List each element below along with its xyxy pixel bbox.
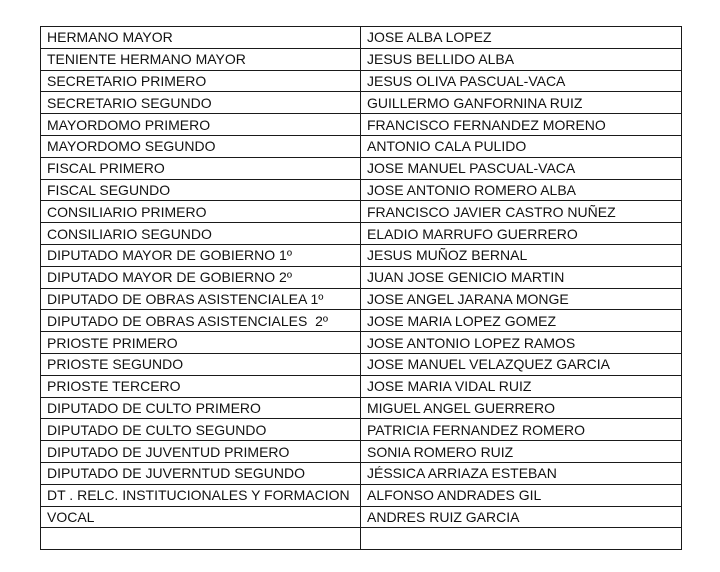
name-cell: ANDRES RUIZ GARCIA <box>361 506 682 528</box>
name-cell: JOSE ANGEL JARANA MONGE <box>361 288 682 310</box>
table-row <box>41 506 682 528</box>
role-cell: DT . RELC. INSTITUCIONALES Y FORMACION <box>41 484 361 506</box>
name-cell: JOSE MANUEL PASCUAL-VACA <box>361 157 682 179</box>
table-row <box>41 114 682 136</box>
table-row <box>41 310 682 332</box>
role-cell: SECRETARIO PRIMERO <box>41 70 361 92</box>
name-cell: JUAN JOSE GENICIO MARTIN <box>361 266 682 288</box>
role-cell: SECRETARIO SEGUNDO <box>41 92 361 114</box>
name-cell: ALFONSO ANDRADES GIL <box>361 484 682 506</box>
table-row <box>41 484 682 506</box>
name-cell: MIGUEL ANGEL GUERRERO <box>361 397 682 419</box>
role-cell: PRIOSTE TERCERO <box>41 375 361 397</box>
table-row <box>41 223 682 245</box>
role-cell: MAYORDOMO SEGUNDO <box>41 135 361 157</box>
table-row <box>41 266 682 288</box>
table-row <box>41 462 682 484</box>
role-cell: DIPUTADO MAYOR DE GOBIERNO 2º <box>41 266 361 288</box>
role-cell: DIPUTADO DE CULTO SEGUNDO <box>41 419 361 441</box>
table-row <box>41 70 682 92</box>
table-row <box>41 528 682 550</box>
name-cell: JESUS MUÑOZ BERNAL <box>361 244 682 266</box>
name-cell: SONIA ROMERO RUIZ <box>361 441 682 463</box>
table-row <box>41 419 682 441</box>
role-cell: MAYORDOMO PRIMERO <box>41 114 361 136</box>
name-cell: JOSE ANTONIO ROMERO ALBA <box>361 179 682 201</box>
name-cell: PATRICIA FERNANDEZ ROMERO <box>361 419 682 441</box>
name-cell: ANTONIO CALA PULIDO <box>361 135 682 157</box>
table-row <box>41 201 682 223</box>
table-row <box>41 332 682 354</box>
role-cell: FISCAL PRIMERO <box>41 157 361 179</box>
name-cell: JESUS OLIVA PASCUAL-VACA <box>361 70 682 92</box>
name-cell: JOSE ALBA LOPEZ <box>361 27 682 49</box>
role-cell: TENIENTE HERMANO MAYOR <box>41 48 361 70</box>
table-row <box>41 48 682 70</box>
table-row <box>41 288 682 310</box>
role-cell: DIPUTADO DE CULTO PRIMERO <box>41 397 361 419</box>
name-cell: JÉSSICA ARRIAZA ESTEBAN <box>361 462 682 484</box>
table-row <box>41 441 682 463</box>
name-cell: JOSE MARIA LOPEZ GOMEZ <box>361 310 682 332</box>
table-row <box>41 92 682 114</box>
role-cell: HERMANO MAYOR <box>41 27 361 49</box>
role-cell: CONSILIARIO PRIMERO <box>41 201 361 223</box>
role-cell: VOCAL <box>41 506 361 528</box>
table-row <box>41 179 682 201</box>
board-members-table <box>40 26 682 550</box>
name-cell: JOSE ANTONIO LOPEZ RAMOS <box>361 332 682 354</box>
name-cell: ELADIO MARRUFO GUERRERO <box>361 223 682 245</box>
table-row <box>41 27 682 49</box>
name-cell <box>361 528 682 550</box>
role-cell: DIPUTADO DE OBRAS ASISTENCIALES 2º <box>41 310 361 332</box>
role-cell: PRIOSTE PRIMERO <box>41 332 361 354</box>
table-row <box>41 397 682 419</box>
table-row <box>41 353 682 375</box>
name-cell: JOSE MANUEL VELAZQUEZ GARCIA <box>361 353 682 375</box>
name-cell: JOSE MARIA VIDAL RUIZ <box>361 375 682 397</box>
table-row <box>41 135 682 157</box>
role-cell: DIPUTADO DE JUVERNTUD SEGUNDO <box>41 462 361 484</box>
role-cell: PRIOSTE SEGUNDO <box>41 353 361 375</box>
name-cell: FRANCISCO JAVIER CASTRO NUÑEZ <box>361 201 682 223</box>
role-cell: DIPUTADO DE JUVENTUD PRIMERO <box>41 441 361 463</box>
role-cell <box>41 528 361 550</box>
role-cell: DIPUTADO MAYOR DE GOBIERNO 1º <box>41 244 361 266</box>
role-cell: FISCAL SEGUNDO <box>41 179 361 201</box>
name-cell: GUILLERMO GANFORNINA RUIZ <box>361 92 682 114</box>
name-cell: FRANCISCO FERNANDEZ MORENO <box>361 114 682 136</box>
role-cell: CONSILIARIO SEGUNDO <box>41 223 361 245</box>
table-row <box>41 244 682 266</box>
name-cell: JESUS BELLIDO ALBA <box>361 48 682 70</box>
table-body <box>41 27 682 550</box>
role-cell: DIPUTADO DE OBRAS ASISTENCIALEA 1º <box>41 288 361 310</box>
table-row <box>41 375 682 397</box>
table-row <box>41 157 682 179</box>
